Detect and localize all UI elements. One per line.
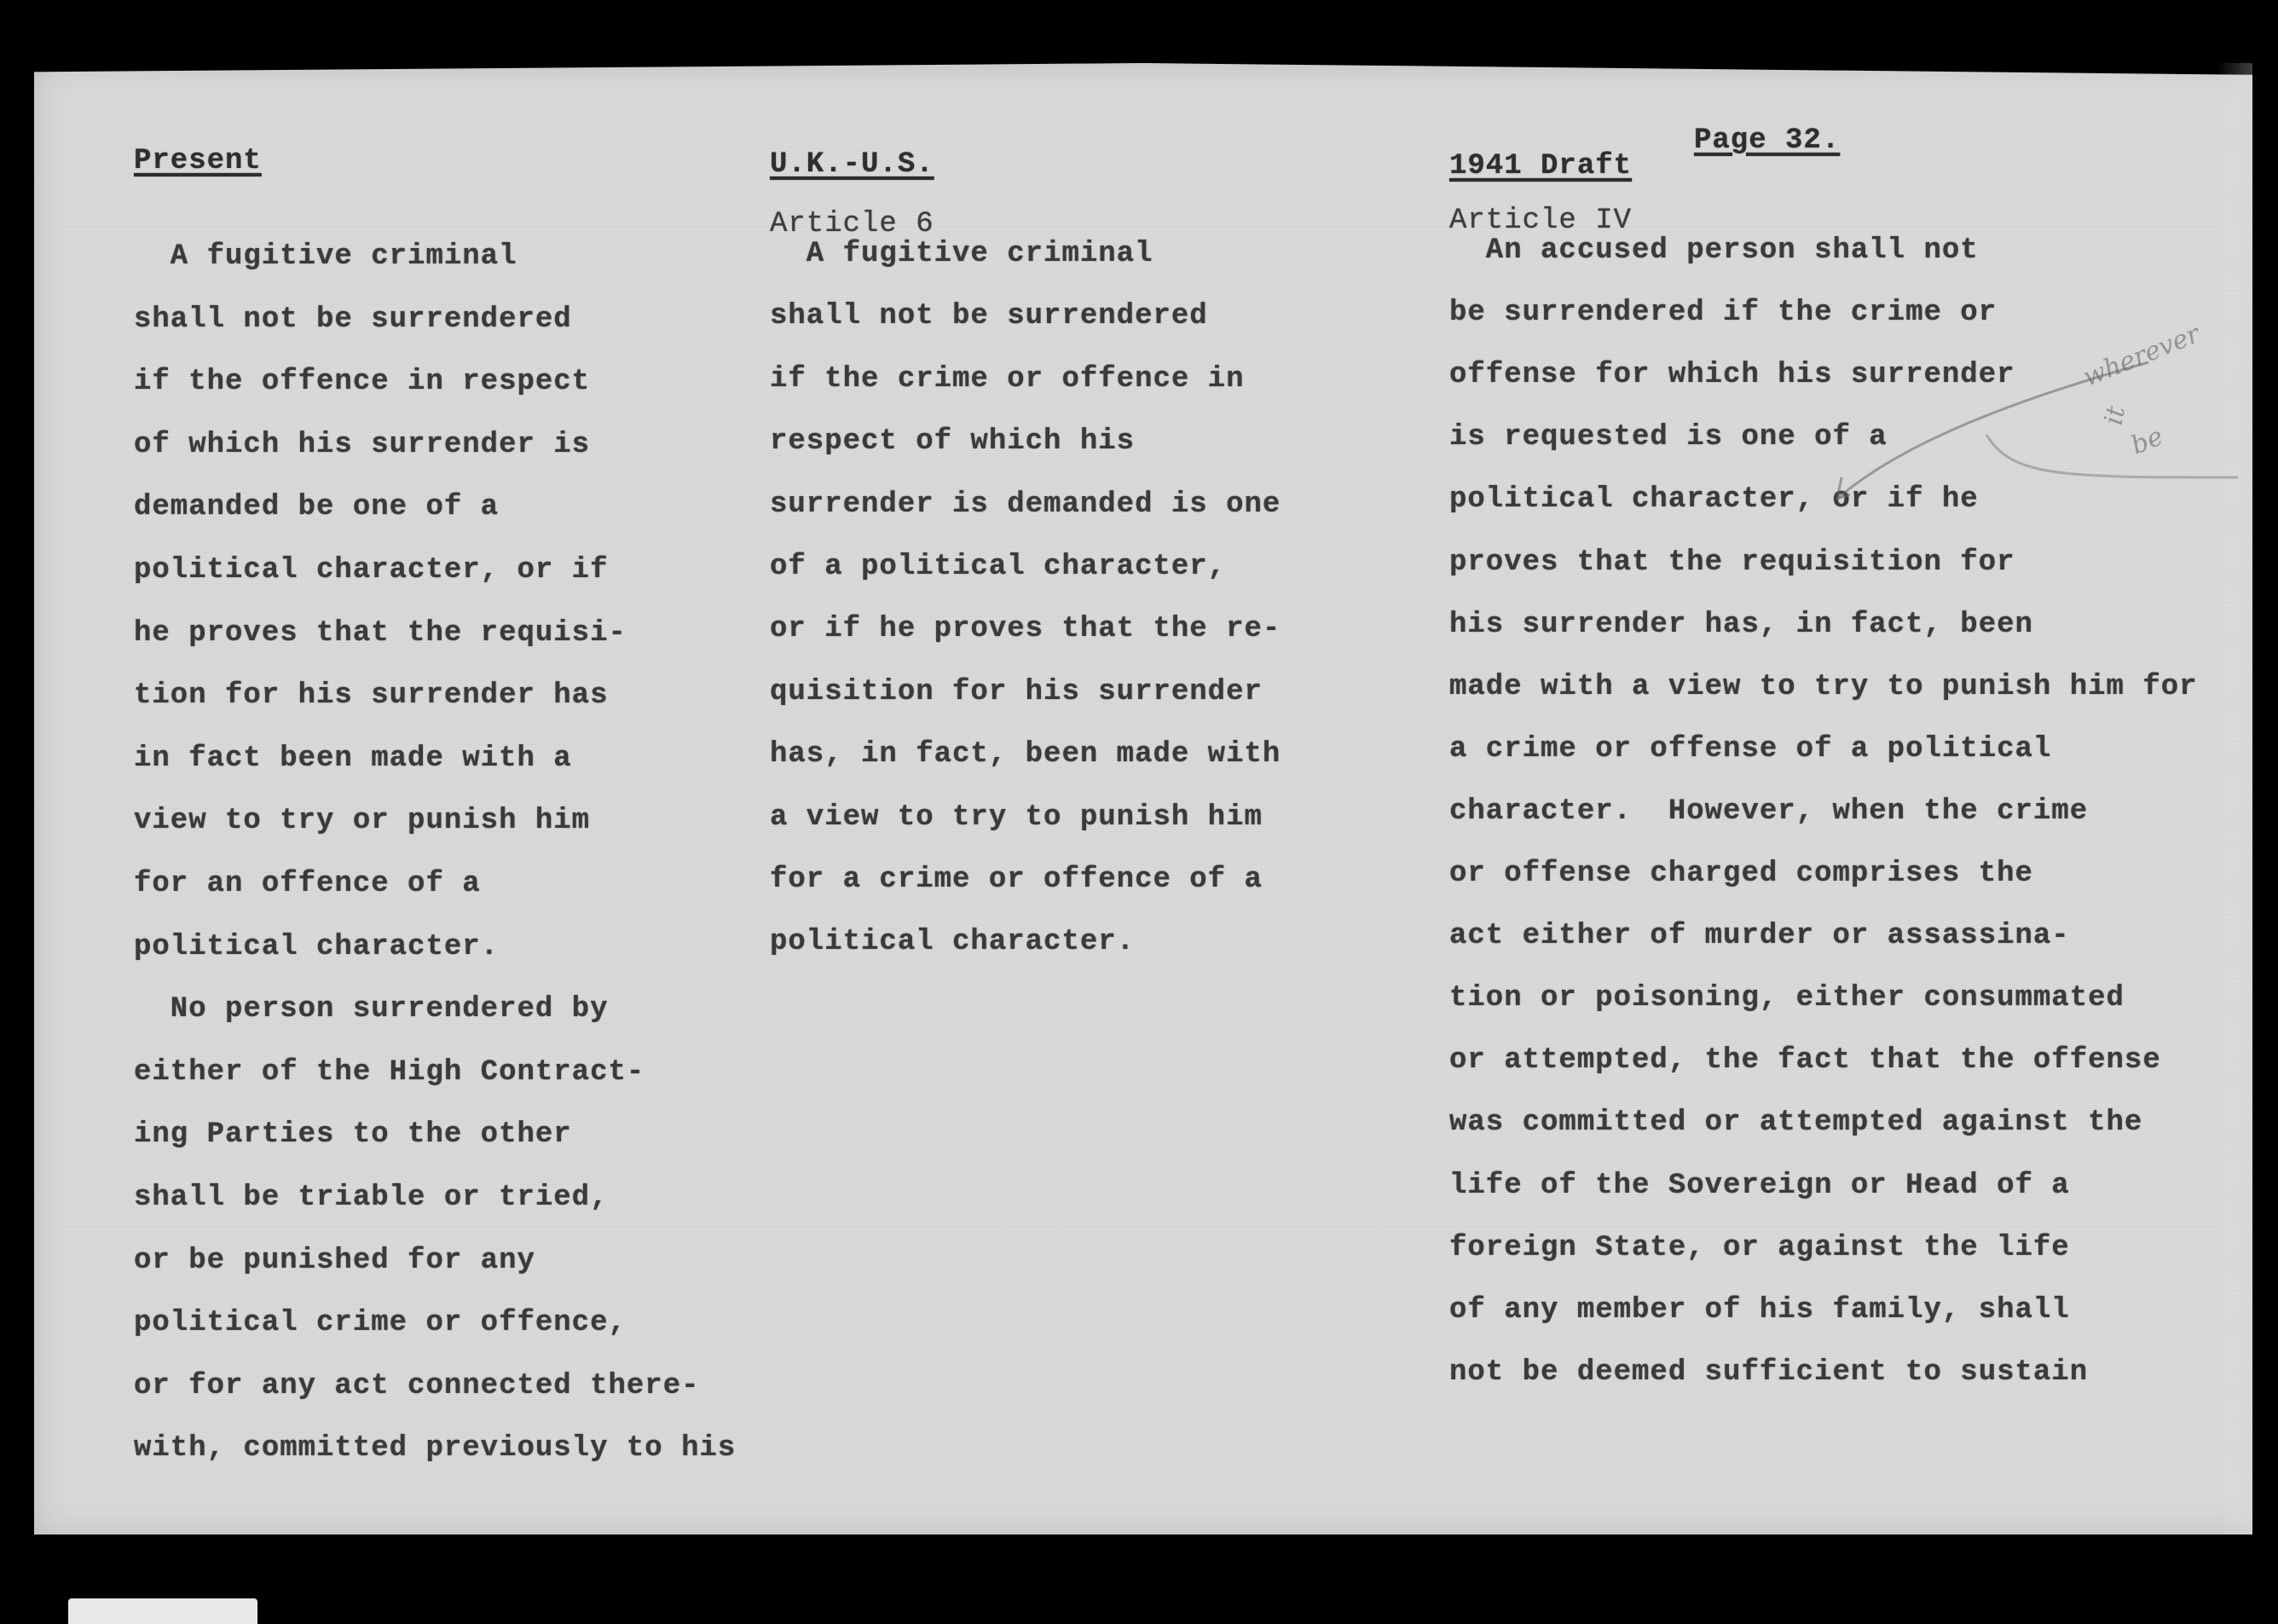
text-line: is requested is one of a (1449, 421, 1888, 454)
text-line: a crime or offense of a political (1449, 732, 2052, 766)
text-line: shall not be surrendered (770, 300, 1208, 333)
text-line: or offense charged comprises the (1449, 858, 2033, 890)
text-line: A fugitive criminal (134, 240, 517, 273)
text-line: surrender is demanded is one (770, 488, 1281, 521)
text-line: tion or poisoning, either consummated (1449, 982, 2125, 1015)
column-heading: Present (134, 145, 262, 177)
text-line: act either of murder or assassina- (1449, 920, 2070, 953)
text-line: he proves that the requisi- (134, 616, 627, 650)
text-line: A fugitive criminal (770, 238, 1153, 270)
text-line: shall not be surrendered (134, 303, 572, 336)
text-line: if the crime or offence in (770, 362, 1245, 396)
text-line: proves that the requisition for (1449, 546, 2015, 579)
text-line: be surrendered if the crime or (1449, 297, 1998, 330)
handwritten-scribble: wherever (2079, 319, 2205, 393)
text-line: political character, or if he (1449, 483, 1979, 517)
text-line: political character. (134, 930, 500, 963)
archive-label-tab (68, 1598, 257, 1624)
text-line: character. However, when the crime (1449, 795, 2089, 828)
handwritten-scribble: it (2098, 403, 2131, 428)
text-line: or be punished for any (134, 1244, 535, 1277)
handwritten-scribble: be (2126, 421, 2168, 461)
column-heading: 1941 Draft (1449, 150, 1633, 182)
text-line: has, in fact, been made with (770, 738, 1281, 772)
text-line: shall be triable or tried, (134, 1182, 609, 1214)
text-line: political character. (770, 926, 1136, 959)
text-line: was committed or attempted against the (1449, 1107, 2143, 1140)
page-number: Page 32. (1694, 124, 1841, 157)
article-label: Article IV (1449, 205, 1633, 237)
text-line: respect of which his (770, 425, 1136, 459)
text-line: or if he proves that the re- (770, 613, 1281, 646)
text-line: offense for which his surrender (1449, 359, 2015, 392)
column-heading: U.K.-U.S. (770, 148, 934, 181)
text-line: foreign State, or against the life (1449, 1231, 2070, 1264)
text-line: of a political character, (770, 551, 1227, 583)
page-edge (2217, 63, 2252, 1534)
text-line: tion for his surrender has (134, 679, 609, 713)
text-line: made with a view to try to punish him for (1449, 670, 2198, 703)
text-line: An accused person shall not (1449, 234, 1979, 267)
text-line: ing Parties to the other (134, 1118, 572, 1152)
text-line: his surrender has, in fact, been (1449, 608, 2033, 641)
text-line: in fact been made with a (134, 742, 572, 775)
text-line: of which his surrender is (134, 428, 591, 461)
text-line: demanded be one of a (134, 491, 500, 524)
text-line: No person surrendered by (134, 993, 609, 1026)
text-line: with, committed previously to his (134, 1432, 737, 1465)
text-line: view to try or punish him (134, 805, 591, 838)
article-label: Article 6 (770, 208, 934, 240)
text-line: not be deemed sufficient to sustain (1449, 1355, 2089, 1389)
text-line: for an offence of a (134, 868, 481, 900)
text-line: a view to try to punish him (770, 800, 1263, 834)
text-line: for a crime or offence of a (770, 864, 1263, 896)
text-line: political character, or if (134, 554, 609, 587)
text-line: of any member of his family, shall (1449, 1293, 2070, 1326)
text-line: political crime or offence, (134, 1307, 627, 1340)
text-line: if the offence in respect (134, 366, 591, 399)
text-line: either of the High Contract- (134, 1055, 645, 1089)
text-line: quisition for his surrender (770, 675, 1263, 708)
text-line: or for any act connected there- (134, 1369, 700, 1402)
text-line: or attempted, the fact that the offense (1449, 1044, 2161, 1078)
text-line: life of the Sovereign or Head of a (1449, 1169, 2070, 1202)
